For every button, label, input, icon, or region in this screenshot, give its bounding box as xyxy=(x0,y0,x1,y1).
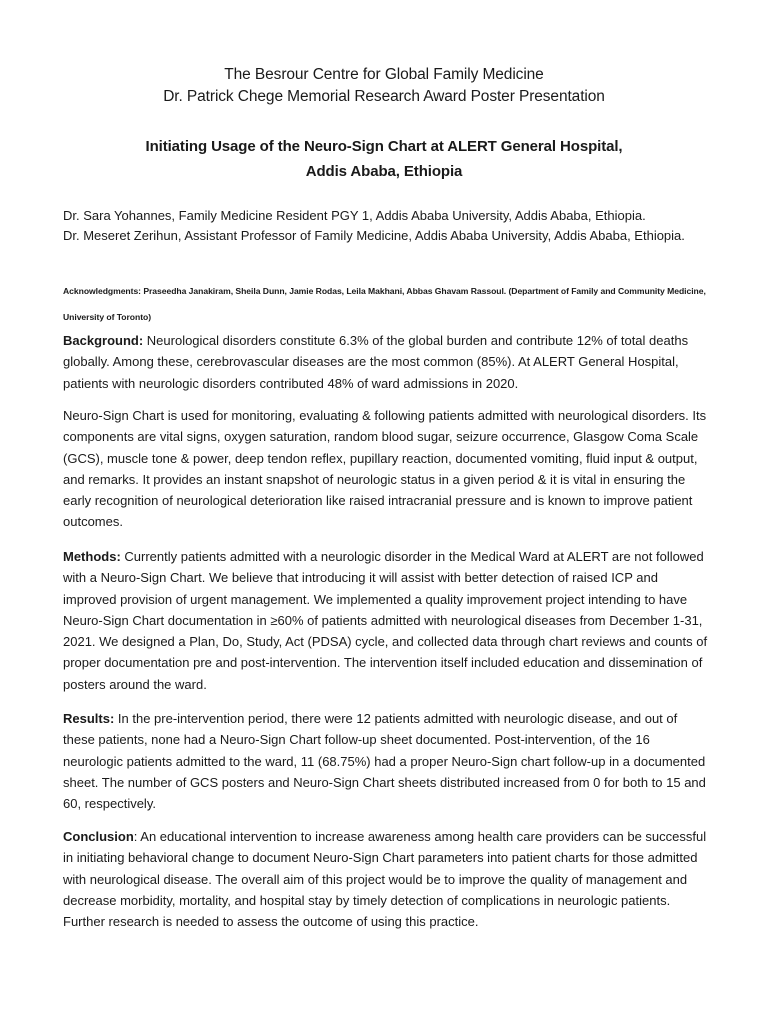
author-1: Dr. Sara Yohannes, Family Medicine Resident PGY 1, Addis Ababa University, Addis Ababa, Ethiopia. xyxy=(63,208,646,223)
methods-section xyxy=(63,546,711,695)
title-line-1: Initiating Usage of the Neuro-Sign Chart at ALERT General Hospital, xyxy=(145,138,623,155)
methods-text: Currently patients admitted with a neurologic disorder in the Medical Ward at ALERT are not followed with a Neuro-Sign Chart. We believe that introducing it will assist with better detection of raised ICP and improved provision of urgent management. We implemented a quality improvement project intending to have Neuro-Sign Chart documentation in ≥60% of patients admitted with neurological diseases from December 1-31, 2021. We designed a Plan, Do, Study, Act (PDSA) cycle, and collected data through chart reviews and counts of proper documentation pre and post-intervention. The intervention itself included education and dissemination of posters around the ward. xyxy=(63,549,708,692)
title-line-2: Addis Ababa, Ethiopia xyxy=(305,163,463,180)
author-list xyxy=(63,206,703,245)
results-text: In the pre-intervention period, there were 12 patients admitted with neurologic disease, and out of these patients, none had a Neuro-Sign Chart follow-up sheet documented. Post-intervention, of the 16 neurologic patients admitted to the ward, 11 (68.75%) had a proper Neuro-Sign chart follow-up in a documented sheet. The number of GCS posters and Neuro-Sign Chart sheets distributed increased from 0 for both to 15 and 60, respectively. xyxy=(63,711,706,812)
centre-name: The Besrour Centre for Global Family Medicine xyxy=(224,66,544,83)
poster-header xyxy=(0,64,768,108)
methods-label: Methods: xyxy=(63,549,121,564)
conclusion-label: Conclusion xyxy=(63,829,134,844)
conclusion-text: : An educational intervention to increase awareness among health care providers can be successful in initiating behavioral change to document Neuro-Sign Chart parameters into patient charts for those admitted with neurological disease. The overall aim of this project would be to improve the quality of management and decrease morbidity, mortality, and hospital stay by timely detection of complications in neurologic patients. Further research is needed to assess the outcome of using this practice. xyxy=(63,829,707,930)
document-title xyxy=(0,134,768,184)
conclusion-section xyxy=(63,826,711,932)
award-name: Dr. Patrick Chege Memorial Research Award Poster Presentation xyxy=(163,88,605,105)
background-text: Neurological disorders constitute 6.3% of the global burden and contribute 12% of total deaths globally. Among these, cerebrovascular diseases are the most common (85%). At ALERT General Hospital, patients with neurologic disorders contributed 48% of ward admissions in 2020. xyxy=(63,333,689,391)
results-label: Results: xyxy=(63,711,115,726)
background-section xyxy=(63,330,711,394)
neuro-sign-text: Neuro-Sign Chart is used for monitoring, evaluating & following patients admitted with neurological disorders. Its components are vital signs, oxygen saturation, random blood sugar, seizure occurrence, Glasgow Coma Scale (GCS), muscle tone & power, deep tendon reflex, pupillary reaction, documented vomiting, fluid input & output, and remarks. It provides an instant snapshot of neurologic status in a given period & it is vital in ensuring the early recognition of neurological deterioration like raised intracranial pressure and is known to improve patient outcomes. xyxy=(63,408,707,530)
background-label: Background: xyxy=(63,333,144,348)
results-section xyxy=(63,708,711,814)
acknowledgments: Acknowledgments: Praseedha Janakiram, Sheila Dunn, Jamie Rodas, Leila Makhani, Abbas Ghavam Rassoul. (Department of Family and Community Medicine, University of Toronto) xyxy=(63,286,706,322)
author-2: Dr. Meseret Zerihun, Assistant Professor of Family Medicine, Addis Ababa University, Addis Ababa, Ethiopia. xyxy=(63,227,685,243)
neuro-sign-section xyxy=(63,405,711,533)
